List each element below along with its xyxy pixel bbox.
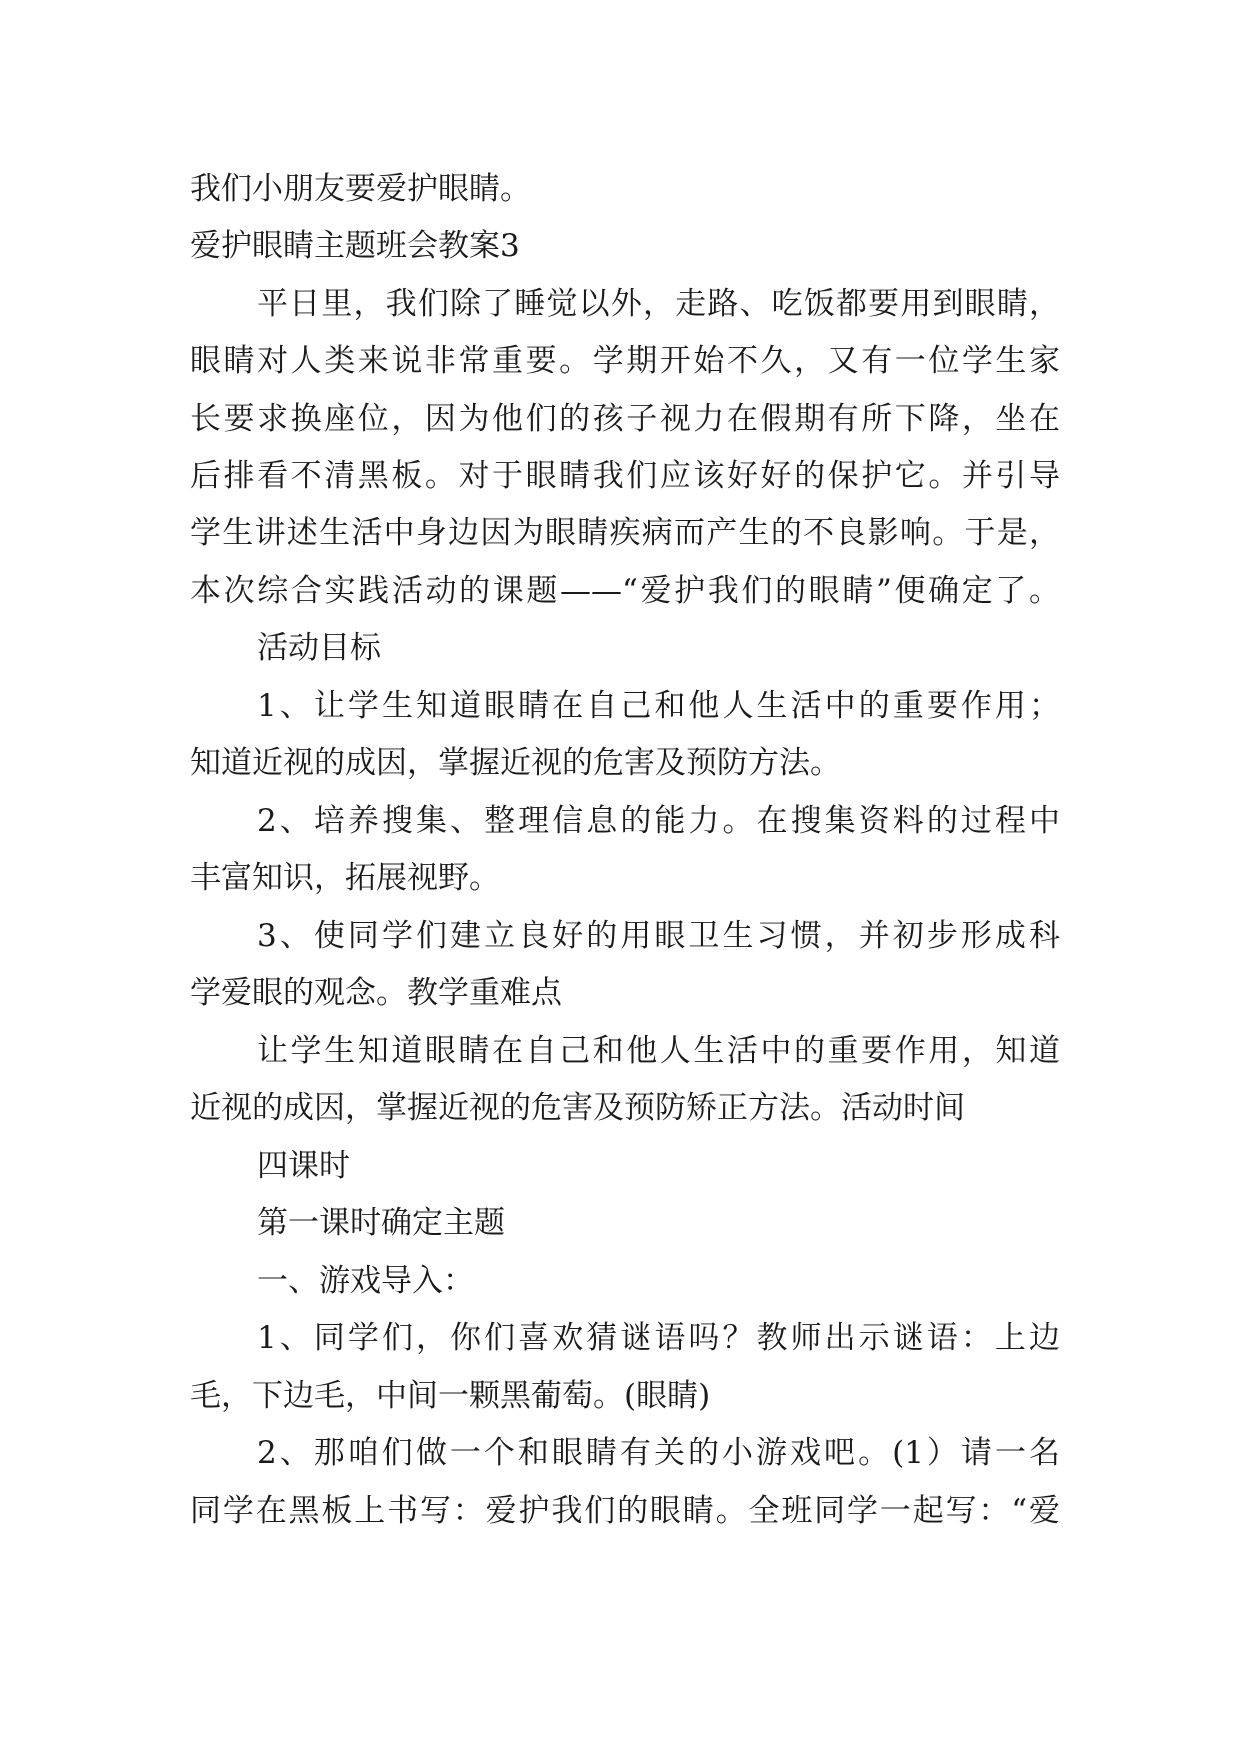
text-line: 学爱眼的观念。教学重难点: [190, 975, 562, 1011]
text-line: 长要求换座位，因为他们的孩子视力在假期有所下降，坐在: [190, 401, 1060, 437]
subheading: 活动目标: [257, 630, 381, 666]
subheading: 四课时: [257, 1148, 350, 1184]
text-line: 近视的成因，掌握近视的危害及预防矫正方法。活动时间: [190, 1090, 965, 1126]
text-line: 同学在黑板上书写：爱护我们的眼睛。全班同学一起写：“爱: [190, 1493, 1060, 1529]
text-line: 我们小朋友要爱护眼睛。: [190, 171, 531, 207]
text-line: 1、同学们，你们喜欢猜谜语吗？教师出示谜语：上边: [257, 1320, 1060, 1356]
text-line: 3、使同学们建立良好的用眼卫生习惯，并初步形成科: [257, 918, 1060, 954]
section-heading: 爱护眼睛主题班会教案3: [190, 228, 520, 264]
subheading: 第一课时确定主题: [257, 1205, 505, 1241]
text-line: 1、让学生知道眼睛在自己和他人生活中的重要作用；: [257, 688, 1060, 724]
text-line: 学生讲述生活中身边因为眼睛疾病而产生的不良影响。于是，: [190, 515, 1060, 551]
text-line: 本次综合实践活动的课题——“爱护我们的眼睛”便确定了。: [190, 573, 1060, 609]
text-line: 毛，下边毛，中间一颗黑葡萄。(眼睛): [190, 1378, 711, 1414]
text-line: 2、那咱们做一个和眼睛有关的小游戏吧。(1）请一名: [257, 1435, 1060, 1471]
text-line: 让学生知道眼睛在自己和他人生活中的重要作用，知道: [257, 1033, 1060, 1069]
text-line: 知道近视的成因，掌握近视的危害及预防方法。: [190, 745, 841, 781]
subheading: 一、游戏导入：: [257, 1263, 474, 1299]
text-line: 平日里，我们除了睡觉以外，走路、吃饭都要用到眼睛，: [257, 286, 1060, 322]
text-line: 丰富知识，拓展视野。: [190, 860, 500, 896]
text-line: 2、培养搜集、整理信息的能力。在搜集资料的过程中: [257, 803, 1060, 839]
text-line: 后排看不清黑板。对于眼睛我们应该好好的保护它。并引导: [190, 458, 1060, 494]
text-line: 眼睛对人类来说非常重要。学期开始不久，又有一位学生家: [190, 343, 1060, 379]
